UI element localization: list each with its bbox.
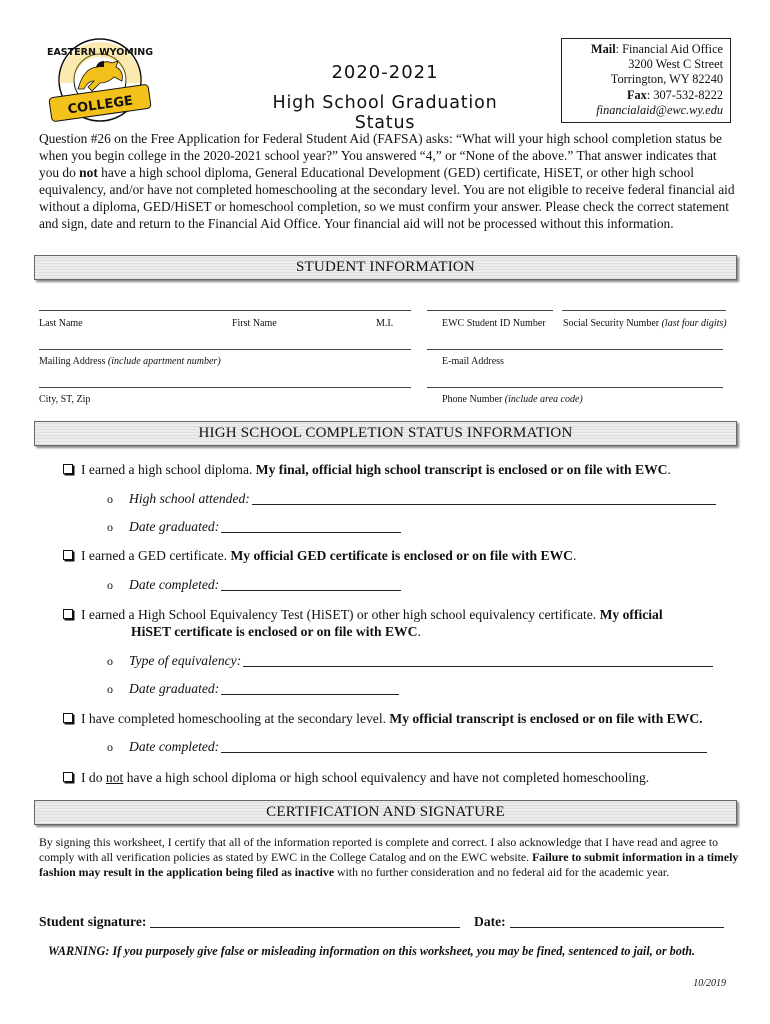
ewc-logo (38, 37, 162, 123)
mail-value: : Financial Aid Office (615, 42, 723, 56)
mail-street: 3200 West C Street (628, 57, 723, 72)
option-homeschool[interactable]: I have completed homeschooling at the secondary level. My official transcript is enclosed or on file with EWC. (63, 710, 703, 727)
checkbox-homeschool[interactable] (63, 713, 73, 723)
option-hiset[interactable]: I earned a High School Equivalency Test (HiSET) or other high school equivalency certificate. My official (63, 606, 663, 623)
ssn-label: Social Security Number (last four digits) (563, 318, 727, 329)
contact-box (561, 38, 731, 123)
email-label: E-mail Address (442, 356, 504, 367)
ssn-line[interactable] (562, 310, 726, 311)
city-line[interactable] (39, 387, 411, 388)
checkbox-hiset[interactable] (63, 609, 73, 619)
phone-line[interactable] (427, 387, 723, 388)
ewc-id-label: EWC Student ID Number (442, 318, 546, 329)
hiset-continuation: HiSET certificate is enclosed or on file with EWC. (131, 624, 421, 639)
student-info-banner: STUDENT INFORMATION (34, 255, 737, 280)
checkbox-none[interactable] (63, 772, 73, 782)
city-label: City, ST, Zip (39, 394, 91, 405)
form-title: High School Graduation Status (272, 93, 498, 133)
mail-label: Mail (591, 42, 616, 56)
form-revision-date: 10/2019 (693, 978, 726, 989)
intro-text-2: have a high school diploma, General Educational Development (GED) certificate, HiSET, or other high school equivalency, and/or have not completed homeschooling at the secondary level. You are not eligible to receive federal financial aid without a diploma, GED/HiSET or homeschool completion, so we must confirm your answer. Please check the correct statement and sign, date and return to the Financial Aid Office. Your financial aid will not be processed without this information. (39, 165, 735, 232)
mail-city: Torrington, WY 82240 (610, 72, 723, 87)
hiset-type-field[interactable]: o Type of equivalency: (107, 652, 713, 670)
checkbox-diploma[interactable] (63, 464, 73, 474)
intro-bold-not: not (79, 165, 98, 181)
certification-paragraph: By signing this worksheet, I certify that all of the information reported is complete and correct. I also acknowledge that I have read and agree to comply with all verification policies as stated by EWC in the College Catalog and on the EWC website. Failure to submit information in a timely fashion may result in the application being filed as inactive with no further consideration and no federal aid for the academic year. (39, 835, 739, 879)
email-line[interactable] (427, 349, 723, 350)
option-diploma[interactable]: I earned a high school diploma. My final, official high school transcript is enclosed or on file with EWC. (63, 461, 671, 478)
option-ged[interactable]: I earned a GED certificate. My official GED certificate is enclosed or on file with EWC. (63, 547, 576, 564)
title-block (240, 62, 530, 133)
mi-label: M.I. (376, 318, 394, 329)
mailing-address-label: Mailing Address (include apartment number) (39, 356, 221, 367)
last-name-label: Last Name (39, 318, 83, 329)
fax-label: Fax (627, 87, 647, 102)
date-field[interactable]: Date: (474, 914, 724, 930)
certification-banner: CERTIFICATION AND SIGNATURE (34, 800, 737, 825)
intro-paragraph (39, 130, 739, 233)
first-name-label: First Name (232, 318, 277, 329)
form-year: 2020-2021 (331, 62, 439, 83)
diploma-date-field[interactable]: o Date graduated: (107, 518, 401, 536)
name-line[interactable] (39, 310, 411, 311)
mailing-address-line[interactable] (39, 349, 411, 350)
fax-value: : 307-532-8222 (646, 87, 723, 102)
logo-text-bottom: COLLEGE (66, 93, 134, 118)
homeschool-date-field[interactable]: o Date completed: (107, 738, 707, 756)
option-none[interactable]: I do not have a high school diploma or high school equivalency and have not completed homeschooling. (63, 769, 649, 786)
hiset-date-field[interactable]: o Date graduated: (107, 680, 399, 698)
diploma-school-field[interactable]: o High school attended: (107, 490, 716, 508)
contact-email[interactable]: financialaid@ewc.wy.edu (596, 102, 723, 117)
warning-text: WARNING: If you purposely give false or misleading information on this worksheet, you may be fined, sentenced to jail, or both. (48, 944, 696, 958)
ged-date-field[interactable]: o Date completed: (107, 576, 401, 594)
completion-status-banner: HIGH SCHOOL COMPLETION STATUS INFORMATION (34, 421, 737, 446)
phone-label: Phone Number (include area code) (442, 394, 583, 405)
signature-field[interactable]: Student signature: (39, 914, 460, 930)
checkbox-ged[interactable] (63, 550, 73, 560)
intro-text-1: Question #26 on the Free Application for Federal Student Aid (FAFSA) asks: “What will your high school completion status be when you begin college in the 2020-2021 school year?” You answered “4,” or “None of the above.” That answer indicates that you do (39, 131, 722, 181)
student-id-line[interactable] (427, 310, 553, 311)
logo-text-top: EASTERN WYOMING (46, 47, 154, 58)
